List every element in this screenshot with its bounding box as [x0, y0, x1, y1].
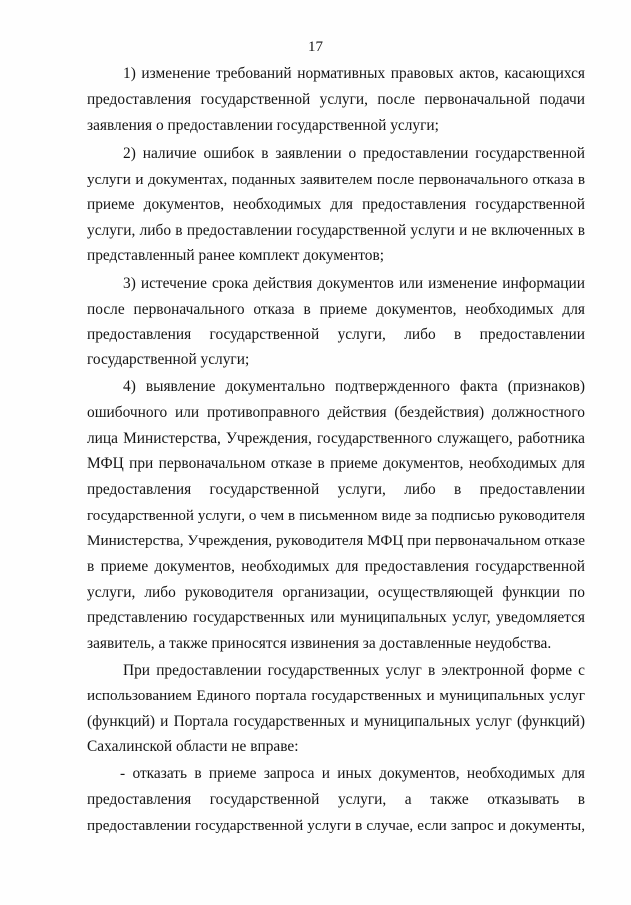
text-line: предоставления государственной услуги, а также отказывать в — [87, 791, 585, 808]
text-line: Министерства, Учреждения, руководителя МФЦ при первоначальном отказе — [87, 532, 585, 549]
text-line: предоставления государственной услуги, либо в предоставлении — [87, 481, 585, 498]
text-line: приеме документов, необходимых для предоставления государственной — [87, 196, 585, 213]
text-line: государственной услуги; — [87, 351, 250, 368]
text-line: 3) истечение срока действия документов или изменение информации — [123, 275, 585, 292]
text-line: ошибочного или противоправного действия (бездействия) должностного — [87, 404, 585, 421]
page-number: 17 — [308, 39, 323, 55]
text-line: услуги, либо в предоставлении государственной услуги и не включенных в — [87, 222, 585, 239]
text-line: МФЦ при первоначальном отказе в приеме документов, необходимых для — [87, 455, 585, 472]
text-line: услуги и документах, поданных заявителем после первоначального отказа в — [87, 171, 585, 188]
text-line: государственной услуги, о чем в письменном виде за подписью руководителя — [87, 508, 585, 524]
text-line: предоставления государственной услуги, после первоначальной подачи — [87, 91, 585, 108]
text-line: 4) выявление документально подтвержденного факта (признаков) — [123, 378, 585, 395]
text-line: 1) изменение требований нормативных правовых актов, касающихся — [123, 65, 585, 82]
text-line: - отказать в приеме запроса и иных документов, необходимых для — [120, 765, 585, 782]
text-line: представлению государственных или муниципальных услуг, уведомляется — [87, 609, 585, 626]
text-line: услуги, либо руководителя организации, осуществляющей функции по — [87, 584, 585, 601]
text-line: Сахалинской области не вправе: — [87, 738, 299, 755]
text-line: в приеме документов, необходимых для предоставления государственной — [87, 558, 585, 575]
text-line: представленный ранее комплект документов; — [87, 247, 384, 264]
text-line: предоставления государственной услуги, либо в предоставлении — [87, 326, 585, 343]
text-line: после первоначального отказа в приеме документов, необходимых для — [87, 301, 585, 318]
text-line: заявитель, а также приносятся извинения за доставленные неудобства. — [87, 635, 552, 652]
text-line: При предоставлении государственных услуг в электронной форме с — [123, 662, 585, 679]
text-line: (функций) и Портала государственных и муниципальных услуг (функций) — [87, 713, 585, 730]
text-line: заявления о предоставлении государственной услуги; — [87, 117, 439, 134]
text-line: использованием Единого портала государственных и муниципальных услуг — [87, 687, 585, 704]
text-line: предоставлении государственной услуги в случае, если запрос и документы, — [87, 817, 585, 834]
text-line: лица Министерства, Учреждения, государственного служащего, работника — [87, 430, 585, 447]
text-line: 2) наличие ошибок в заявлении о предоставлении государственной — [123, 145, 585, 162]
